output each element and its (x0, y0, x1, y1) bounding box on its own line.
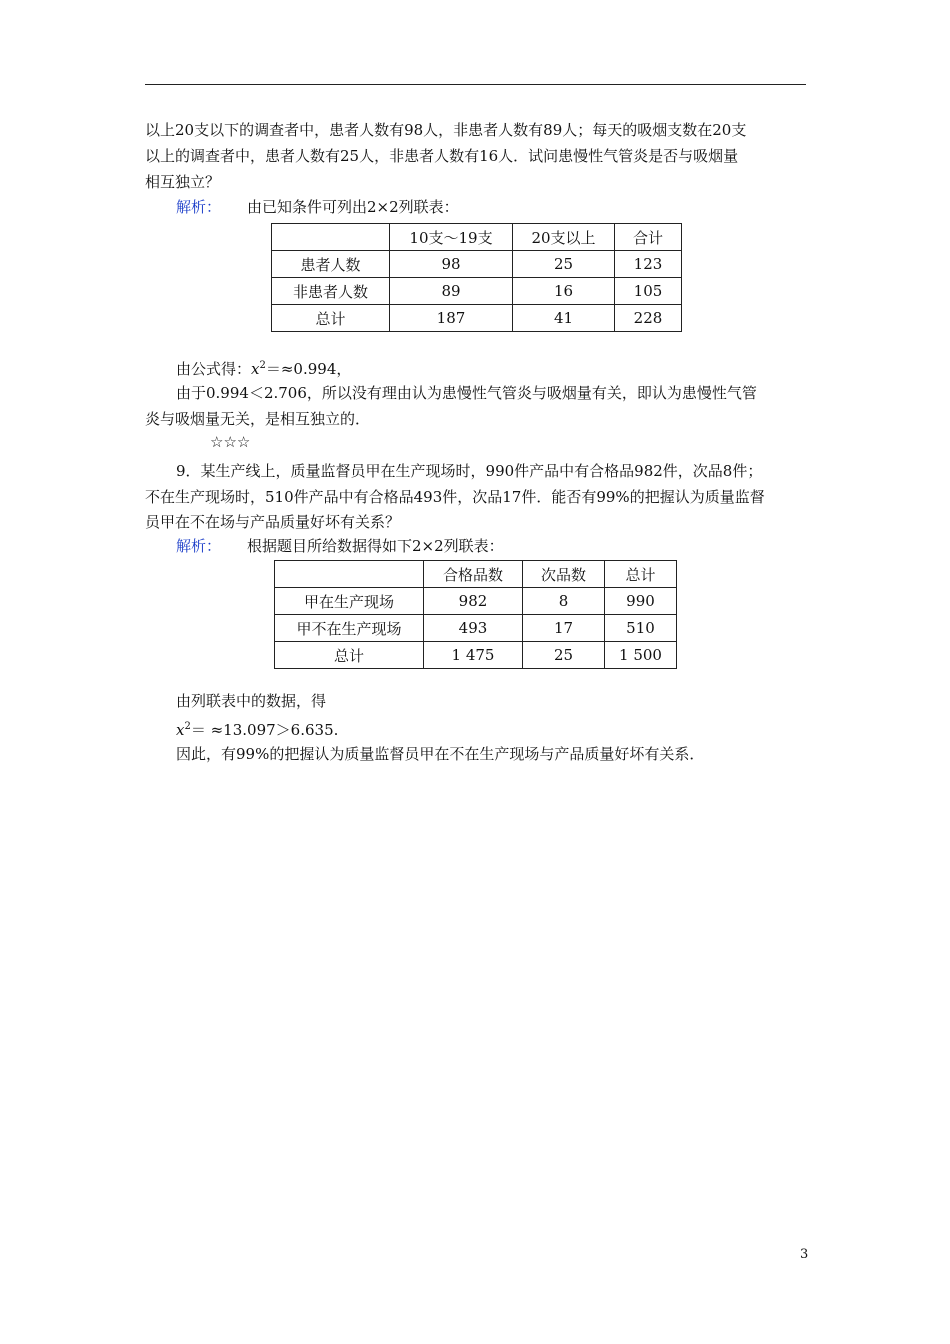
table-cell: 105 (615, 278, 682, 305)
chi-square-symbol: $x^2$ (251, 360, 266, 378)
formula-result: ＝≈0.994， (265, 360, 352, 378)
table-cell: 493 (424, 615, 523, 642)
table-row (272, 251, 682, 278)
q8-analysis-line (176, 196, 459, 218)
table-row (275, 642, 677, 669)
intro-line-3: 相互独立？ (145, 173, 221, 191)
q9-question-line-2: 不在生产现场时，510件产品中有合格品493件，次品17件．能否有99%的把握认为质量监督 (145, 488, 765, 506)
star-rating: ☆☆☆ (210, 433, 251, 451)
table-header-row (275, 561, 677, 588)
q8-conclusion-line-1: 由于0.994＜2.706，所以没有理由认为患慢性气管炎与吸烟量有关，即认为患慢性气管 (176, 384, 757, 402)
table-cell: 16 (513, 278, 615, 305)
table-cell (272, 224, 390, 251)
q8-contingency-table (271, 223, 682, 332)
table-cell: 510 (605, 615, 677, 642)
table-cell (275, 561, 424, 588)
table-cell: 990 (605, 588, 677, 615)
q8-analysis-label: 解析： (176, 198, 222, 216)
table-cell: 228 (615, 305, 682, 332)
table-cell: 合计 (615, 224, 682, 251)
q9-data-line: 由列联表中的数据，得 (176, 692, 327, 710)
q8-lead: 由已知条件可列出2×2列联表： (247, 198, 459, 216)
q9-question-line-1: 9．某生产线上，质量监督员甲在生产现场时，990件产品中有合格品982件，次品8件； (176, 462, 763, 480)
table-cell: 总计 (272, 305, 390, 332)
table-row (275, 588, 677, 615)
q8-conclusion-line-2: 炎与吸烟量无关，是相互独立的． (145, 410, 371, 428)
q9-analysis-label: 解析： (176, 537, 222, 555)
table-cell: 89 (390, 278, 513, 305)
table-cell: 非患者人数 (272, 278, 390, 305)
table-cell: 41 (513, 305, 615, 332)
table-row (275, 615, 677, 642)
header-rule (145, 84, 806, 85)
table-cell: 甲在生产现场 (275, 588, 424, 615)
intro-line-2: 以上的调查者中，患者人数有25人，非患者人数有16人．试问患慢性气管炎是否与吸烟量 (145, 147, 739, 165)
page-number: 3 (800, 1247, 809, 1262)
q9-analysis-line (176, 535, 504, 557)
table-cell: 8 (523, 588, 605, 615)
table-cell: 患者人数 (272, 251, 390, 278)
q9-contingency-table (274, 560, 677, 669)
chi-square-symbol: $x^2$ (176, 721, 191, 739)
table-cell: 甲不在生产现场 (275, 615, 424, 642)
table-cell: 25 (523, 642, 605, 669)
table-cell: 1 500 (605, 642, 677, 669)
table-cell: 982 (424, 588, 523, 615)
q9-formula-line (176, 716, 338, 741)
table-cell: 总计 (605, 561, 677, 588)
table-cell: 10支～19支 (390, 224, 513, 251)
table-row (272, 305, 682, 332)
q9-lead: 根据题目所给数据得如下2×2列联表： (247, 537, 504, 555)
table-cell: 合格品数 (424, 561, 523, 588)
table-cell: 187 (390, 305, 513, 332)
q8-formula-line (176, 355, 351, 380)
table-cell: 123 (615, 251, 682, 278)
formula-result: ＝ ≈13.097＞6.635. (190, 721, 339, 739)
table-row (272, 278, 682, 305)
table-header-row (272, 224, 682, 251)
q9-question-line-3: 员甲在不在场与产品质量好坏有关系？ (145, 513, 401, 531)
table-cell: 17 (523, 615, 605, 642)
intro-line-1: 以上20支以下的调查者中，患者人数有98人，非患者人数有89人；每天的吸烟支数在20支 (145, 121, 747, 139)
table-cell: 总计 (275, 642, 424, 669)
table-cell: 20支以上 (513, 224, 615, 251)
table-cell: 次品数 (523, 561, 605, 588)
formula-prefix: 由公式得： (176, 360, 252, 378)
table-cell: 25 (513, 251, 615, 278)
table-cell: 98 (390, 251, 513, 278)
q9-conclusion-line: 因此，有99%的把握认为质量监督员甲在不在生产现场与产品质量好坏有关系． (176, 745, 705, 763)
table-cell: 1 475 (424, 642, 523, 669)
